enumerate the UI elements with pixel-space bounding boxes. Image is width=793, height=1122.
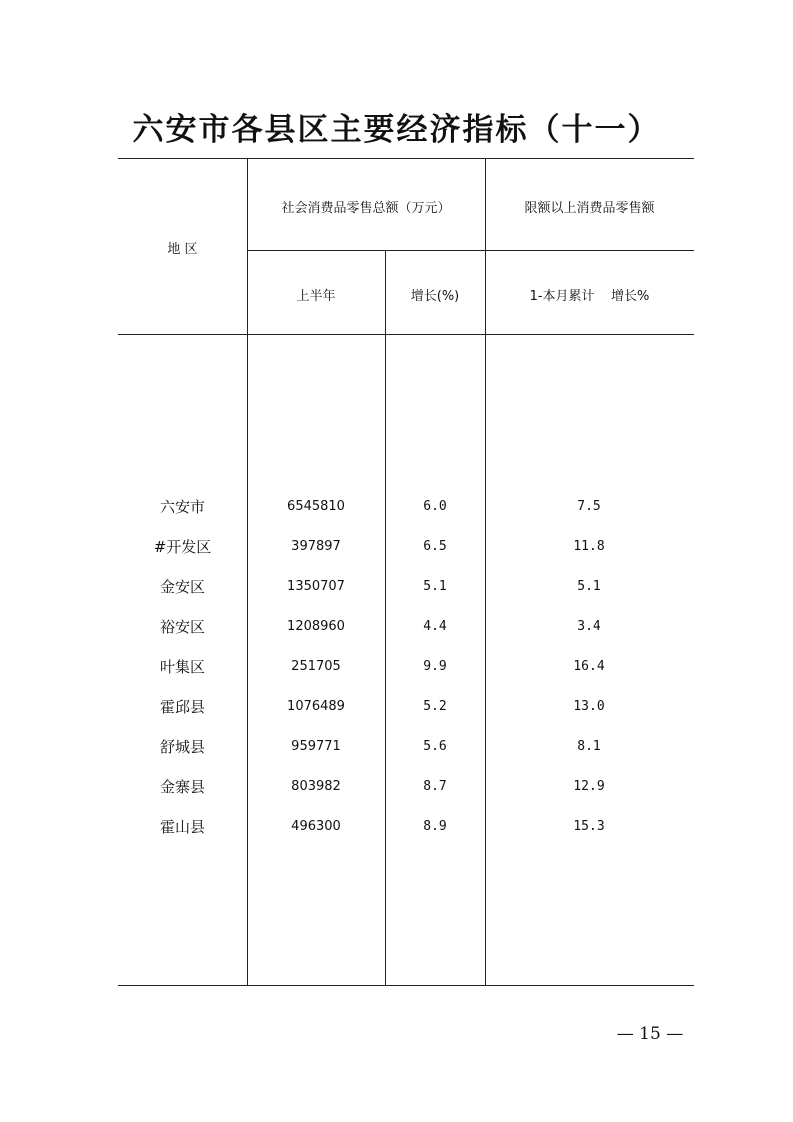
table-row (0, 655, 793, 695)
page-title: 六安市各县区主要经济指标（十一） (132, 112, 661, 148)
above-quota-growth-value: 15.3 (573, 819, 605, 834)
region-name: 霍邱县 (159, 698, 205, 716)
growth-value: 8.7 (423, 779, 447, 794)
table-row (0, 815, 793, 855)
table-row (0, 535, 793, 575)
growth-value: 6.5 (423, 539, 447, 554)
region-name: #开发区 (153, 538, 212, 556)
region-name: 霍山县 (159, 818, 205, 836)
growth-value: 5.1 (423, 579, 447, 594)
retail-total-value: 1350707 (287, 579, 345, 594)
header-cumulative-growth: 1-本月累计 增长% (529, 289, 650, 304)
region-name: 舒城县 (159, 738, 205, 756)
above-quota-growth-value: 13.0 (573, 699, 605, 714)
table-row (0, 575, 793, 615)
growth-value: 4.4 (423, 619, 447, 634)
header-first-half: 上半年 (296, 289, 336, 304)
retail-total-value: 1208960 (287, 619, 345, 634)
table-body (0, 495, 793, 855)
above-quota-growth-value: 16.4 (573, 659, 605, 674)
above-quota-growth-value: 7.5 (577, 499, 601, 514)
retail-total-value: 496300 (291, 819, 341, 834)
above-quota-growth-value: 12.9 (573, 779, 605, 794)
growth-value: 6.0 (423, 499, 447, 514)
table-bottom-border (118, 985, 694, 986)
header-growth: 增长(%) (410, 289, 460, 304)
growth-value: 9.9 (423, 659, 447, 674)
table-row (0, 735, 793, 775)
header-bottom-border (118, 334, 694, 335)
header-retail-total: 社会消费品零售总额（万元） (281, 201, 451, 216)
header-above-quota: 限额以上消费品零售额 (524, 201, 655, 216)
region-name: 裕安区 (159, 618, 205, 636)
page-number: — 15 — (616, 1024, 684, 1044)
retail-total-value: 1076489 (287, 699, 345, 714)
table-row (0, 695, 793, 735)
growth-value: 5.6 (423, 739, 447, 754)
table-row (0, 775, 793, 815)
retail-total-value: 251705 (291, 659, 341, 674)
retail-total-value: 6545810 (287, 499, 345, 514)
retail-total-value: 803982 (291, 779, 341, 794)
header-divider-line (247, 250, 694, 251)
header-region: 地 区 (167, 242, 198, 257)
growth-value: 8.9 (423, 819, 447, 834)
above-quota-growth-value: 3.4 (577, 619, 601, 634)
region-name: 叶集区 (159, 658, 205, 676)
above-quota-growth-value: 8.1 (577, 739, 601, 754)
retail-total-value: 397897 (291, 539, 341, 554)
retail-total-value: 959771 (291, 739, 341, 754)
table-row (0, 615, 793, 655)
growth-value: 5.2 (423, 699, 447, 714)
region-name: 金寨县 (159, 778, 205, 796)
above-quota-growth-value: 11.8 (573, 539, 605, 554)
region-name: 六安市 (159, 498, 205, 516)
above-quota-growth-value: 5.1 (577, 579, 601, 594)
table-row (0, 495, 793, 535)
table-top-border (118, 158, 694, 159)
region-name: 金安区 (159, 578, 205, 596)
